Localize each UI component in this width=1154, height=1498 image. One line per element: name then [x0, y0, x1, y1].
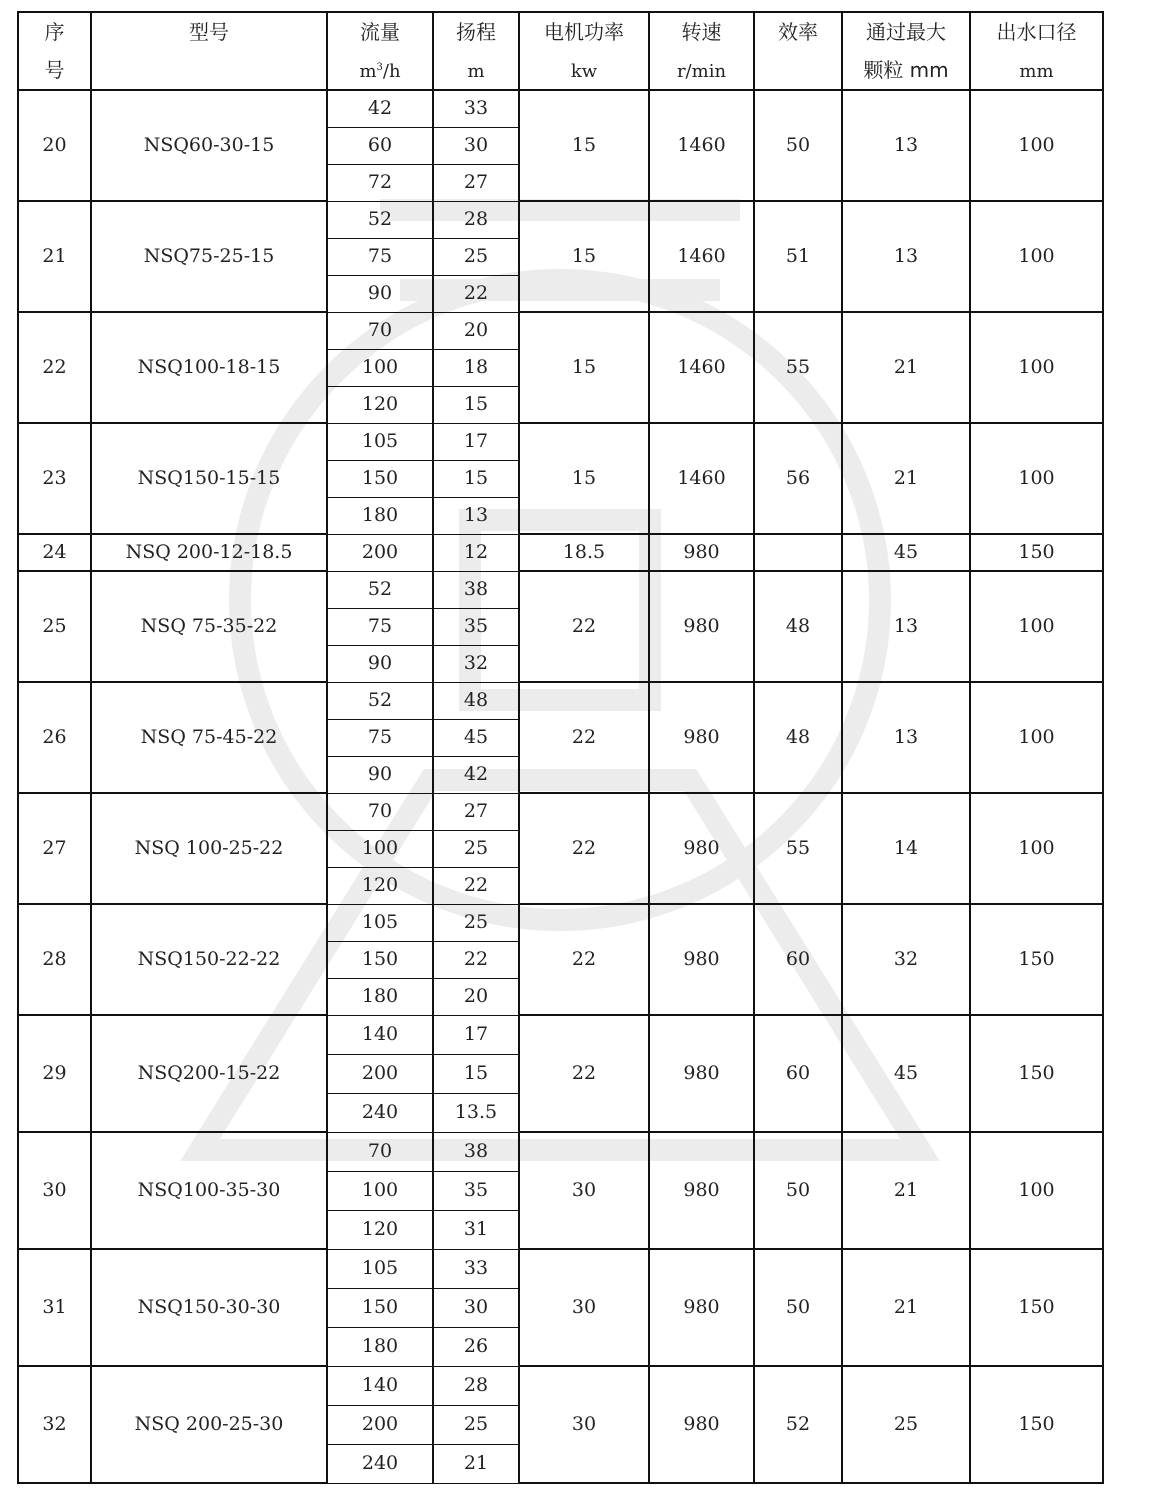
cell-head: 15 — [433, 1054, 519, 1093]
header-speed: 转速 r/min — [649, 12, 754, 90]
cell-flow: 90 — [327, 275, 433, 312]
cell-head: 13 — [433, 497, 519, 534]
cell-efficiency: 48 — [754, 571, 842, 682]
cell-head: 15 — [433, 460, 519, 497]
cell-model: NSQ 75-45-22 — [91, 682, 327, 793]
cell-power: 22 — [519, 1015, 649, 1132]
cell-flow: 180 — [327, 978, 433, 1015]
table-row — [18, 682, 1103, 719]
cell-head: 25 — [433, 238, 519, 275]
cell-flow: 70 — [327, 793, 433, 830]
cell-power: 22 — [519, 571, 649, 682]
table-row — [18, 312, 1103, 349]
cell-particle: 45 — [842, 534, 970, 571]
cell-seq: 21 — [18, 201, 91, 312]
table-row — [18, 1249, 1103, 1288]
cell-seq: 23 — [18, 423, 91, 534]
cell-power: 22 — [519, 682, 649, 793]
cell-speed: 980 — [649, 1249, 754, 1366]
cell-speed: 980 — [649, 682, 754, 793]
cell-flow: 150 — [327, 1288, 433, 1327]
cell-power: 15 — [519, 423, 649, 534]
cell-head: 42 — [433, 756, 519, 793]
cell-speed: 1460 — [649, 90, 754, 201]
table-row — [18, 534, 1103, 571]
cell-head: 21 — [433, 1444, 519, 1483]
cell-flow: 75 — [327, 608, 433, 645]
table-row — [18, 201, 1103, 238]
cell-model: NSQ 100-25-22 — [91, 793, 327, 904]
cell-head: 13.5 — [433, 1093, 519, 1132]
header-outlet: 出水口径 mm — [970, 12, 1103, 90]
header-head: 扬程 m — [433, 12, 519, 90]
cell-flow: 180 — [327, 497, 433, 534]
cell-speed: 980 — [649, 1015, 754, 1132]
cell-flow: 72 — [327, 164, 433, 201]
cell-flow: 100 — [327, 349, 433, 386]
cell-flow: 70 — [327, 312, 433, 349]
cell-seq: 22 — [18, 312, 91, 423]
cell-flow: 90 — [327, 645, 433, 682]
cell-seq: 32 — [18, 1366, 91, 1483]
table-row — [18, 1132, 1103, 1171]
cell-flow: 105 — [327, 1249, 433, 1288]
cell-particle: 13 — [842, 571, 970, 682]
cell-head: 30 — [433, 127, 519, 164]
cell-efficiency: 51 — [754, 201, 842, 312]
cell-outlet: 100 — [970, 793, 1103, 904]
pump-spec-table — [17, 11, 1104, 1484]
table-row — [18, 793, 1103, 830]
cell-flow: 120 — [327, 386, 433, 423]
cell-particle: 21 — [842, 312, 970, 423]
cell-head: 22 — [433, 867, 519, 904]
cell-head: 17 — [433, 1015, 519, 1054]
cell-seq: 20 — [18, 90, 91, 201]
cell-efficiency: 55 — [754, 312, 842, 423]
cell-model: NSQ 200-25-30 — [91, 1366, 327, 1483]
cell-flow: 75 — [327, 238, 433, 275]
cell-outlet: 100 — [970, 571, 1103, 682]
cell-outlet: 100 — [970, 90, 1103, 201]
cell-outlet: 100 — [970, 201, 1103, 312]
header-flow: 流量 $m^3/h$ — [327, 12, 433, 90]
cell-flow: 52 — [327, 201, 433, 238]
cell-flow: 150 — [327, 460, 433, 497]
cell-model: NSQ150-22-22 — [91, 904, 327, 1015]
cell-seq: 24 — [18, 534, 91, 571]
cell-head: 28 — [433, 1366, 519, 1405]
cell-outlet: 150 — [970, 534, 1103, 571]
cell-seq: 28 — [18, 904, 91, 1015]
table-row — [18, 571, 1103, 608]
cell-head: 28 — [433, 201, 519, 238]
cell-outlet: 100 — [970, 1132, 1103, 1249]
cell-flow: 180 — [327, 1327, 433, 1366]
cell-flow: 200 — [327, 1054, 433, 1093]
cell-flow: 105 — [327, 423, 433, 460]
cell-particle: 45 — [842, 1015, 970, 1132]
cell-flow: 100 — [327, 830, 433, 867]
cell-flow: 105 — [327, 904, 433, 941]
cell-outlet: 100 — [970, 682, 1103, 793]
cell-head: 32 — [433, 645, 519, 682]
cell-flow: 200 — [327, 1405, 433, 1444]
cell-flow: 240 — [327, 1444, 433, 1483]
cell-flow: 240 — [327, 1093, 433, 1132]
cell-outlet: 150 — [970, 1249, 1103, 1366]
cell-flow: 120 — [327, 1210, 433, 1249]
cell-seq: 26 — [18, 682, 91, 793]
cell-speed: 980 — [649, 1366, 754, 1483]
cell-head: 20 — [433, 978, 519, 1015]
cell-seq: 27 — [18, 793, 91, 904]
table-row — [18, 90, 1103, 127]
cell-head: 22 — [433, 275, 519, 312]
header-particle: 通过最大 颗粒 mm — [842, 12, 970, 90]
cell-model: NSQ150-15-15 — [91, 423, 327, 534]
cell-flow: 150 — [327, 941, 433, 978]
cell-head: 15 — [433, 386, 519, 423]
cell-particle: 21 — [842, 1249, 970, 1366]
cell-speed: 1460 — [649, 312, 754, 423]
cell-efficiency: 50 — [754, 1132, 842, 1249]
cell-efficiency: 48 — [754, 682, 842, 793]
cell-flow: 52 — [327, 682, 433, 719]
cell-head: 45 — [433, 719, 519, 756]
cell-seq: 30 — [18, 1132, 91, 1249]
cell-power: 30 — [519, 1249, 649, 1366]
cell-flow: 100 — [327, 1171, 433, 1210]
cell-head: 35 — [433, 608, 519, 645]
cell-head: 25 — [433, 1405, 519, 1444]
table-row — [18, 423, 1103, 460]
cell-head: 33 — [433, 1249, 519, 1288]
cell-particle: 25 — [842, 1366, 970, 1483]
cell-seq: 25 — [18, 571, 91, 682]
header-power: 电机功率 kw — [519, 12, 649, 90]
cell-head: 33 — [433, 90, 519, 127]
cell-particle: 32 — [842, 904, 970, 1015]
cell-head: 48 — [433, 682, 519, 719]
cell-particle: 13 — [842, 90, 970, 201]
cell-model: NSQ100-35-30 — [91, 1132, 327, 1249]
cell-head: 18 — [433, 349, 519, 386]
cell-efficiency: 60 — [754, 1015, 842, 1132]
cell-outlet: 150 — [970, 1366, 1103, 1483]
cell-seq: 29 — [18, 1015, 91, 1132]
cell-efficiency: 55 — [754, 793, 842, 904]
cell-head: 12 — [433, 534, 519, 571]
cell-efficiency: 60 — [754, 904, 842, 1015]
cell-model: NSQ 75-35-22 — [91, 571, 327, 682]
cell-flow: 90 — [327, 756, 433, 793]
cell-seq: 31 — [18, 1249, 91, 1366]
cell-model: NSQ100-18-15 — [91, 312, 327, 423]
cell-outlet: 100 — [970, 423, 1103, 534]
cell-model: NSQ200-15-22 — [91, 1015, 327, 1132]
cell-particle: 21 — [842, 423, 970, 534]
cell-head: 25 — [433, 904, 519, 941]
table-row — [18, 1366, 1103, 1405]
cell-power: 30 — [519, 1132, 649, 1249]
cell-outlet: 150 — [970, 1015, 1103, 1132]
cell-head: 17 — [433, 423, 519, 460]
cell-head: 27 — [433, 164, 519, 201]
cell-power: 15 — [519, 90, 649, 201]
cell-efficiency: 50 — [754, 90, 842, 201]
cell-power: 18.5 — [519, 534, 649, 571]
cell-efficiency: 52 — [754, 1366, 842, 1483]
cell-speed: 980 — [649, 793, 754, 904]
cell-head: 31 — [433, 1210, 519, 1249]
cell-efficiency — [754, 534, 842, 571]
cell-head: 38 — [433, 1132, 519, 1171]
cell-speed: 980 — [649, 534, 754, 571]
table-row — [18, 904, 1103, 941]
cell-model: NSQ150-30-30 — [91, 1249, 327, 1366]
cell-flow: 140 — [327, 1366, 433, 1405]
header-efficiency: 效率 — [754, 12, 842, 90]
cell-head: 26 — [433, 1327, 519, 1366]
cell-head: 38 — [433, 571, 519, 608]
cell-outlet: 150 — [970, 904, 1103, 1015]
cell-particle: 13 — [842, 682, 970, 793]
cell-head: 20 — [433, 312, 519, 349]
cell-flow: 75 — [327, 719, 433, 756]
cell-power: 15 — [519, 312, 649, 423]
cell-head: 35 — [433, 1171, 519, 1210]
cell-flow: 60 — [327, 127, 433, 164]
cell-flow: 120 — [327, 867, 433, 904]
cell-power: 15 — [519, 201, 649, 312]
cell-flow: 70 — [327, 1132, 433, 1171]
cell-efficiency: 56 — [754, 423, 842, 534]
cell-head: 25 — [433, 830, 519, 867]
cell-head: 22 — [433, 941, 519, 978]
cell-speed: 980 — [649, 571, 754, 682]
header-row — [18, 12, 1103, 90]
cell-flow: 42 — [327, 90, 433, 127]
cell-speed: 980 — [649, 1132, 754, 1249]
cell-speed: 1460 — [649, 201, 754, 312]
cell-flow: 52 — [327, 571, 433, 608]
cell-speed: 1460 — [649, 423, 754, 534]
cell-power: 22 — [519, 904, 649, 1015]
cell-particle: 21 — [842, 1132, 970, 1249]
cell-model: NSQ 200-12-18.5 — [91, 534, 327, 571]
header-seq: 序 号 — [18, 12, 91, 90]
cell-outlet: 100 — [970, 312, 1103, 423]
cell-particle: 14 — [842, 793, 970, 904]
cell-model: NSQ60-30-15 — [91, 90, 327, 201]
table-row — [18, 1015, 1103, 1054]
cell-particle: 13 — [842, 201, 970, 312]
cell-flow: 140 — [327, 1015, 433, 1054]
cell-head: 30 — [433, 1288, 519, 1327]
cell-head: 27 — [433, 793, 519, 830]
cell-speed: 980 — [649, 904, 754, 1015]
cell-power: 22 — [519, 793, 649, 904]
header-model: 型号 — [91, 12, 327, 90]
cell-flow: 200 — [327, 534, 433, 571]
cell-power: 30 — [519, 1366, 649, 1483]
cell-efficiency: 50 — [754, 1249, 842, 1366]
cell-model: NSQ75-25-15 — [91, 201, 327, 312]
